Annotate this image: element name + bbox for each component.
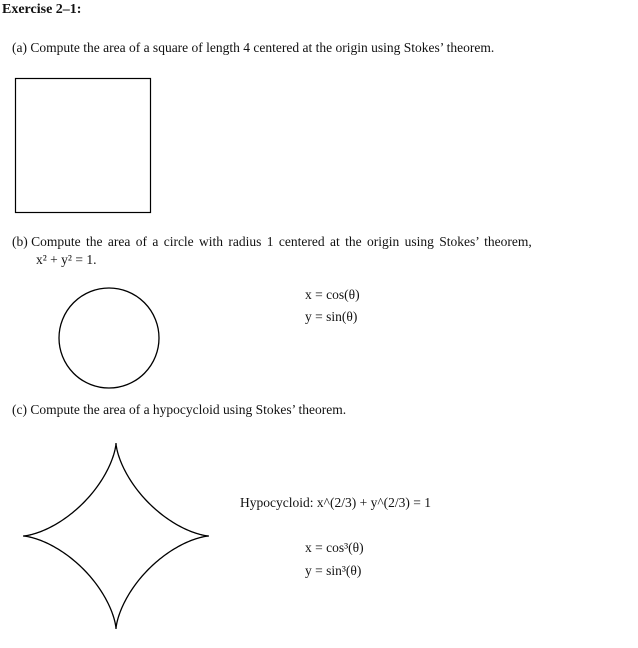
part-b-equation: x² + y² = 1.: [36, 252, 97, 267]
hypocycloid-equation: Hypocycloid: x^(2/3) + y^(2/3) = 1: [240, 495, 432, 510]
part-c-text: (c) Compute the area of a hypocycloid using Stokes’ theorem.: [12, 402, 347, 417]
hypocycloid-y-param: y = sin³(θ): [305, 563, 362, 578]
circle-y-param: y = sin(θ): [305, 309, 358, 324]
part-a-text: (a) Compute the area of a square of length 4 centered at the origin using Stokes’ theorem.: [12, 40, 495, 55]
hypocycloid-figure: [23, 443, 209, 629]
square-figure: [16, 79, 151, 213]
circle-x-param: x = cos(θ): [305, 287, 360, 302]
exercise-title: Exercise 2–1:: [2, 2, 82, 17]
hypocycloid-x-param: x = cos³(θ): [305, 540, 364, 555]
part-b-text: (b) Compute the area of a circle with radius 1 centered at the origin using Stokes’ theorem,: [12, 234, 532, 249]
circle-figure: [59, 288, 159, 388]
